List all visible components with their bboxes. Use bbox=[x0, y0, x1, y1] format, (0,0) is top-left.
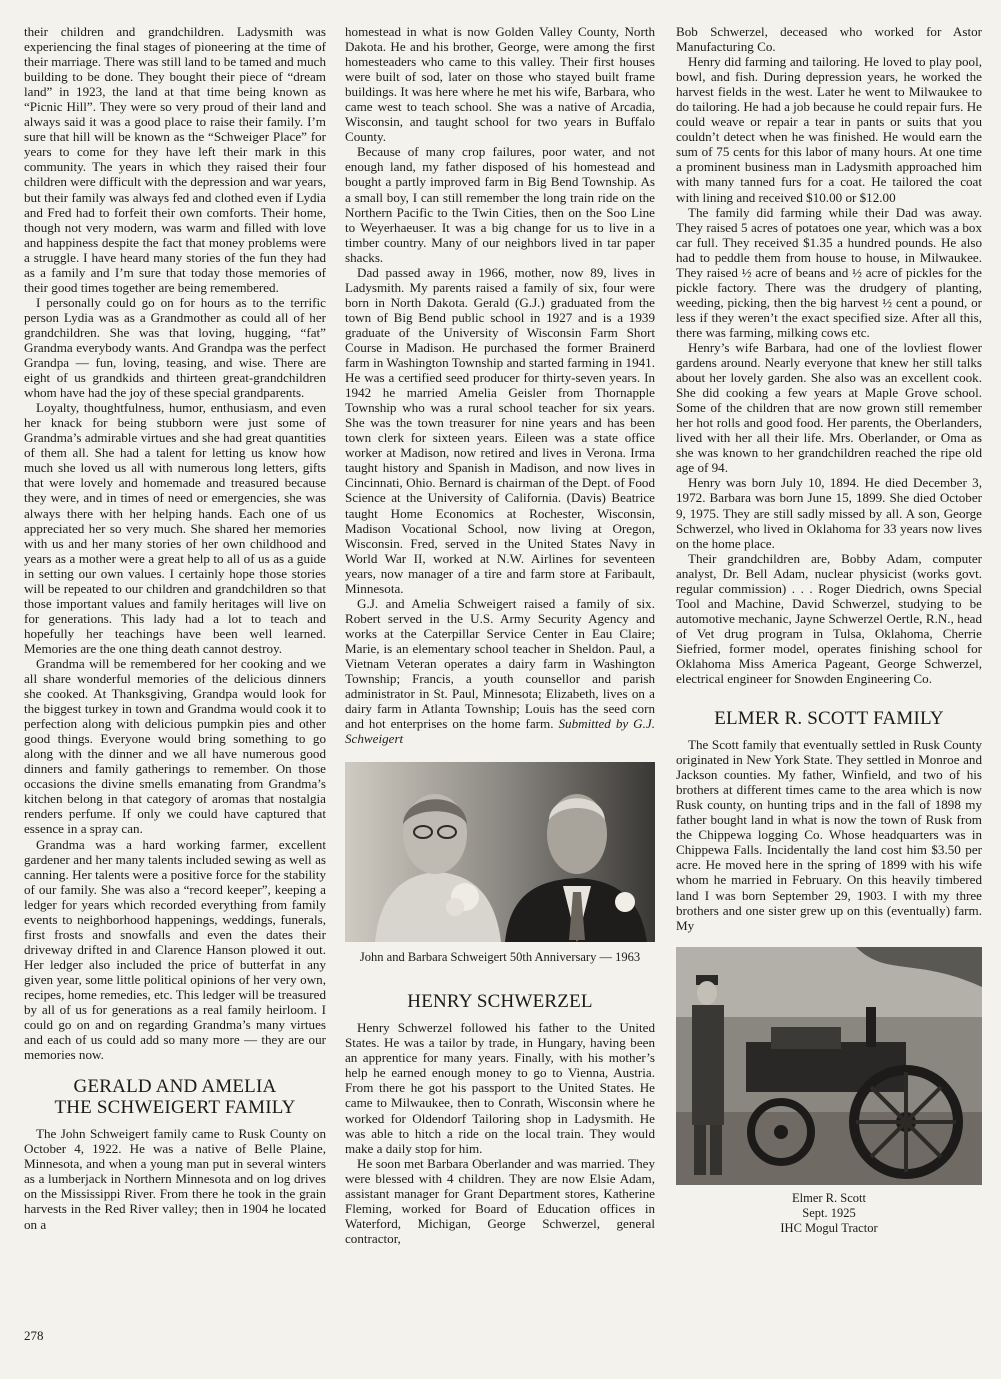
photo-caption bbox=[676, 1191, 982, 1236]
caption-line: Sept. 1925 bbox=[802, 1205, 856, 1220]
paragraph: The family did farming while their Dad was away. They raised 5 acres of potatoes one year, which was a box car full. They received $1.35 a hundred pounds. He also had to peddle them from house to house, in Milwaukee. They raised ½ acre of beans and ½ acre of pickles for the pickle factory. There was the drudgery of planting, weeding, picking, then the big harvest ½ cent a pound, or less if they weren’t the exact specified size. After all this, there was farming, milking cows etc. bbox=[676, 204, 982, 340]
caption-line: IHC Mogul Tractor bbox=[780, 1220, 878, 1235]
paragraph: The John Schweigert family came to Rusk County on October 4, 1922. He was a native of Belle Plaine, Minnesota, and when a young man put in several winters as a lumberjack in Northern Minnesota and on log drives on the Mississippi River. From there he took in the grain harvests in the Red River valley; then in 1904 he located on a bbox=[24, 1126, 326, 1232]
paragraph: Bob Schwerzel, deceased who worked for Astor Manufacturing Co. bbox=[676, 24, 982, 55]
anniversary-photo bbox=[345, 762, 655, 942]
paragraph: Henry was born July 10, 1894. He died December 3, 1972. Barbara was born June 15, 1899. She died October 9, 1975. They are still sadly missed by all. A son, George Schwerzel, who lived in Oklahoma for 33 years now lives on the home place. bbox=[676, 475, 982, 551]
heading-line: THE SCHWEIGERT FAMILY bbox=[54, 1097, 296, 1119]
paragraph: Dad passed away in 1966, mother, now 89, lives in Ladysmith. My parents raised a family of six, four were born in North Dakota. Gerald (G.J.) graduated from the town of Big Bend public school in 1927 and is a 1939 graduate of the University of Wisconsin Farm Short Course in Madison. He purchased the former Brainerd farm in Washington Township and started farming in 1941. He was a certified seed producer for thirty-seven years. In 1942 he married Amelia Geisler from Thornapple Township who was a rural school teacher for six years. She was the town treasurer for nine years and has been town clerk for sixteen years. Eileen was a state office worker at Madison, now retired and lives in Verona. Irma taught history and Spanish in Madison, and now lives in Cincinnati, Ohio. Bernard is chairman of the Dept. of Food Science at the University of California. (Davis) Beatrice taught Home Economics at Rochester, Wisconsin, Madison Vocational School, now living at Oregon, Wisconsin. Fred, served in the United States Navy in World War II, worked at N.W. Airlines for seventeen years, now manager of a tire and farm store at Faribault, Minnesota. bbox=[345, 264, 655, 596]
section-heading-schwerzel: HENRY SCHWERZEL bbox=[407, 991, 593, 1013]
section-heading-schweigert bbox=[24, 1076, 326, 1118]
paragraph: Their grandchildren are, Bobby Adam, computer analyst, Dr. Bell Adam, nuclear physicist (works govt. regular commission) . . . Roger Diedrich, owns Special Tool and Machine, David Schwerzel, studying to be automotive mechanic, Jayne Schwerzel Oertle, R.N., head of Vet drug program in Tulsa, Oklahoma, Cherrie Siefried, former model, operates finishing school for Oklahoma Miss America Pageant, George Schwerzel, electrical engineer for Snowden Engineering Co. bbox=[676, 550, 982, 687]
paragraph: their children and grandchildren. Ladysmith was experiencing the final stages of pioneering at the time of their marriage. There was still land to be tamed and much building to be done. They bought their piece of “dream land” in 1923, the land at that time being known as “Picnic Hill”. They were so very proud of their land and always said it was a good place to raise their family. I’m sure that hill will be known as the “Schweiger Place” for years to come for they have left their mark in this community. The years in which they raised their four children were difficult with the depression and war years, but their family was always fed and clothed even if Lydia and Fred had to forfeit their own comforts. Their home, though not very modern, was warm and filled with love and happiness despite the fact that money problems were a struggle. I have heard many stories of the fun they had as a family and I’m sure that today those memories of their good times together are being remembered. bbox=[24, 24, 326, 295]
page-number: 278 bbox=[24, 1328, 44, 1343]
paragraph: Because of many crop failures, poor water, and not enough land, my father disposed of his homestead and bought a partly improved farm in Big Bend Township. As a small boy, I can still remember the long train ride on the Northern Pacific to the Twin Cities, then on the Soo Line to Weyerhaeuser. It was a big change for us to live in a timber country. Many of our neighbors lived in tar paper shacks. bbox=[345, 144, 655, 265]
section-heading-scott: ELMER R. SCOTT FAMILY bbox=[714, 708, 944, 730]
paragraph: Grandma will be remembered for her cooking and we all share wonderful memories of the delicious dinners she cooked. At Thanksgiving, Grandpa would look for the biggest turkey in town and Grandma would cook it to perfection along with delicious pumpkin pies and other good things. Everyone would bring something to go along with the dinner and we all have numerous good dinners and family gatherings to remember. On those occasions the divine smells emanating from Grandma’s kitchen belong in that category of aromas that nostalgia renders perfume. If only we could have captured that essence in a spray can. bbox=[24, 655, 326, 837]
tractor-photo-figure bbox=[676, 947, 982, 1236]
column-2 bbox=[345, 24, 655, 1246]
column-1 bbox=[24, 24, 326, 1232]
paragraph: homestead in what is now Golden Valley County, North Dakota. He and his brother, George, were among the first homesteaders who came to this valley. Their first houses were built of sod, later on those who stayed built frame buildings. It was here where he met his wife, Barbara, who came west to teach school. She was a native of Arcadia, Wisconsin, and taught school for two years in Buffalo County. bbox=[345, 24, 655, 145]
tractor-photo bbox=[676, 947, 982, 1185]
paragraph bbox=[345, 596, 655, 746]
paragraph: He soon met Barbara Oberlander and was married. They were blessed with 4 children. They are now Elsie Adam, assistant manager for Grant Department stores, Katherine Fleming, worked for Board of Education offices in Waterford, Michigan, George Schwerzel, general contractor, bbox=[345, 1155, 655, 1246]
heading-line: GERALD AND AMELIA bbox=[73, 1076, 277, 1098]
submitted-by: Submitted by G.J. Schweigert bbox=[345, 716, 655, 747]
caption-line: Elmer R. Scott bbox=[792, 1190, 866, 1205]
anniversary-photo-figure bbox=[345, 762, 655, 965]
paragraph: The Scott family that eventually settled in Rusk County originated in New York State. They settled in Monroe and Jackson counties. My father, Winfield, and two of his brothers at different times came to the area which is now Rusk county, on hunting trips and in the fall of 1898 my father bought land in what is now the town of Rusk from the Chippewa logging Co. Whose headquarters was in Chippewa Falls. Incidentally the land cost him $3.50 per acre. He moved here in the spring of 1899 with his wife whom he married in February. On this heavily timbered land I was born September 29, 1903. I with my three brothers and one sister grew up on this (eventually) farm. My bbox=[676, 737, 982, 933]
column-3 bbox=[676, 24, 982, 1236]
paragraph: Henry’s wife Barbara, had one of the lovliest flower gardens around. Nearly everyone that knew her still talks about her lovely garden. She also was an excellent cook. She did cooking a few years at Maple Grove school. Some of the children that are now grown still remember her hot rolls and good food. Her parents, the Oberlanders, lived with her all their life. Mrs. Oberlander, or Oma as she was known to her grandchildren reached the ripe old age of 94. bbox=[676, 339, 982, 476]
paragraph: Henry did farming and tailoring. He loved to play pool, bowl, and fish. During depression years, he worked the harvest fields in the west. Later he went to Milwaukee to do tailoring. He had a job because he could repair furs. He could weave or repair a tear in pants or suits that you couldn’t detect when he was finished. He would earn the sum of 75 cents for this labor of many hours. At one time a prominent business man in Ladysmith approached him with many tanned furs for a coat. He tailored the coat with lining and received $10.00 or $12.00 bbox=[676, 54, 982, 205]
paragraph: Grandma was a hard working farmer, excellent gardener and her many talents included sewing as well as canning. Her talents were a positive force for the stability of our family. She was also a “record keeper”, keeping a ledger for years which recorded everything from family events to neighborhood happenings, weddings, funerals, first frosts and snowfalls and even the dates their driveway drifted in and Clarence Hanson plowed it out. Her ledger also included the price of butterfat in any given year, some little political opinions of her very own, recipes, home remedies, etc. This ledger will be treasured by all of us for generations as a real family heirloom. I could go on and on regarding Grandma’s many virtues and each of us could add so many more — they are our memories now. bbox=[24, 836, 326, 1063]
paragraph: Henry Schwerzel followed his father to the United States. He was a tailor by trade, in Hungary, having been an apprentice for many years. Finally, with his mother’s help he earned enough money to go to Vienna, Austria. From there he got his passport to the United States. He came to Milwaukee, then to Conrath, Wisconsin where he worked for Oldendorf Tailoring shop in Ladysmith. He was able to hitch a ride on the local train. They would make a daily stop for him. bbox=[345, 1020, 655, 1156]
photo-caption: John and Barbara Schweigert 50th Anniversary — 1963 bbox=[359, 950, 641, 965]
paragraph: Loyalty, thoughtfulness, humor, enthusiasm, and even her knack for being stubborn were just some of Grandma’s admirable virtues and she had great quantities of them all. She had a talent for letting us know how much she loved us all with numerous long letters, gifts that were lovely and homemade and treasured because they were, and in times of need or emergencies, she was always there with her helping hands. Each one of us appreciated her so very much. She shared her memories with us and her many stories of her own childhood and years as a mother were a great help to all of us as a guide in setting our own values. I certainly hope those stories will be repeated to our children and grandchildren so that those important values and family heritages will live on for generations. This lady had a lot to teach and hopefully her teachings have been well learned. Memories are the one thing death cannot destroy. bbox=[24, 400, 326, 656]
paragraph: I personally could go on for hours as to the terrific person Lydia was as a Grandmother as could all of her grandchildren. She was that loving, hugging, “fat” Grandma everybody wants. And Grandpa was the perfect Grandpa — fun, loving, teasing, and wise. There are eight of us grandkids and thirteen great-grandchildren whom have had the joy of these special grandparents. bbox=[24, 294, 326, 401]
paragraph-text: G.J. and Amelia Schweigert raised a family of six. Robert served in the U.S. Army Security Agency and works at the Caterpillar Service Center in Eau Claire; Marie, is an elementary school teacher in Sheldon. Paul, a Vietnam Veteran operates a dairy farm in Washington Township; Francis, a youth counsellor and parish administrator in St. Paul, Minnesota; Elizabeth, lives on a dairy farm in Atlanta Township; Louis has the seed corn and hot enterprises on the home farm. bbox=[345, 595, 655, 732]
